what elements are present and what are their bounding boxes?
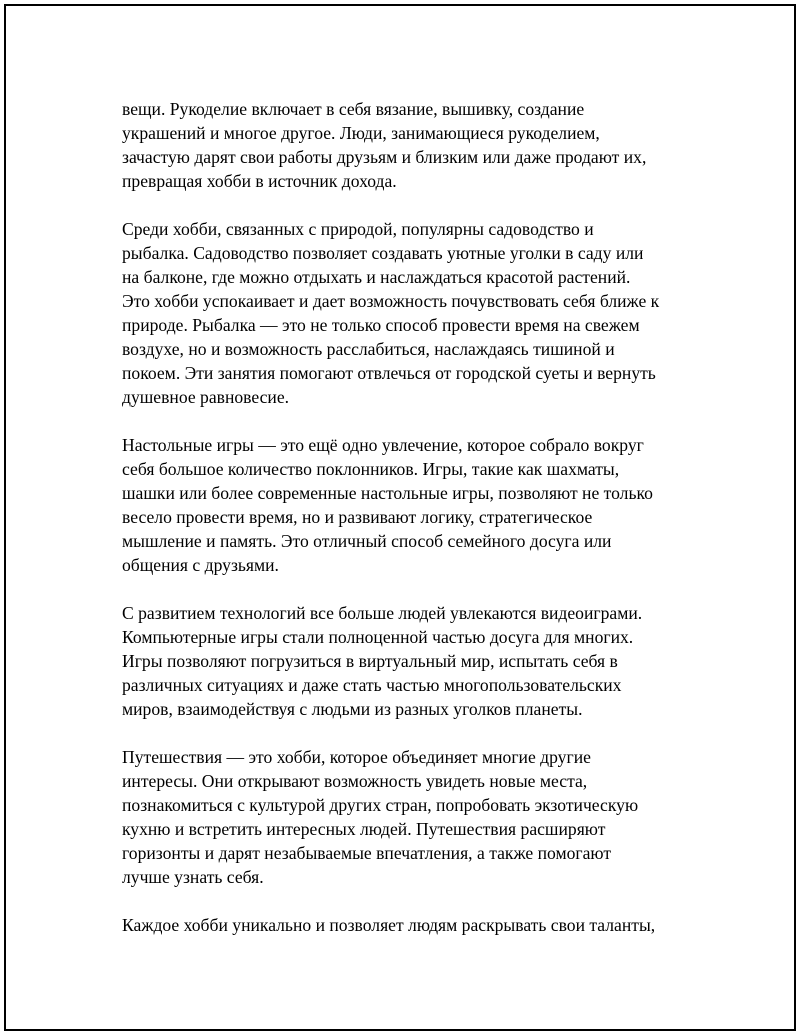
- paragraph-conclusion: [122, 913, 702, 937]
- text-line: Компьютерные игры стали полноценной частью досуга для многих.: [122, 627, 634, 647]
- text-line: вещи. Рукоделие включает в себя вязание, вышивку, создание: [122, 99, 585, 119]
- page-frame: [4, 4, 796, 1031]
- paragraph-nature: [122, 217, 702, 409]
- text-line: Путешествия — это хобби, которое объединяет многие другие: [122, 747, 591, 767]
- text-line: покоем. Эти занятия помогают отвлечься от городской суеты и вернуть: [122, 363, 656, 383]
- paragraph-travel: [122, 745, 702, 889]
- text-line: кухню и встретить интересных людей. Путешествия расширяют: [122, 819, 606, 839]
- text-line: Это хобби успокаивает и дает возможность почувствовать себя ближе к: [122, 291, 660, 311]
- text-line: превращая хобби в источник дохода.: [122, 171, 397, 191]
- paragraph-video-games: [122, 601, 702, 721]
- text-line: миров, взаимодействуя с людьми из разных уголков планеты.: [122, 699, 583, 719]
- text-line: себя большое количество поклонников. Игры, такие как шахматы,: [122, 459, 620, 479]
- text-line: познакомиться с культурой других стран, попробовать экзотическую: [122, 795, 639, 815]
- text-line: шашки или более современные настольные игры, позволяют не только: [122, 483, 653, 503]
- text-line: Настольные игры — это ещё одно увлечение, которое собрало вокруг: [122, 435, 644, 455]
- text-line: горизонты и дарят незабываемые впечатления, а также помогают: [122, 843, 612, 863]
- page-body: [122, 97, 702, 961]
- text-line: природе. Рыбалка — это не только способ провести время на свежем: [122, 315, 640, 335]
- text-line: украшений и многое другое. Люди, занимающиеся рукоделием,: [122, 123, 600, 143]
- text-line: общения с друзьями.: [122, 555, 279, 575]
- text-line: различных ситуациях и даже стать частью многопользовательских: [122, 675, 622, 695]
- text-line: лучше узнать себя.: [122, 867, 264, 887]
- text-line: воздухе, но и возможность расслабиться, наслаждаясь тишиной и: [122, 339, 615, 359]
- text-line: С развитием технологий все больше людей увлекаются видеоиграми.: [122, 603, 643, 623]
- text-line: душевное равновесие.: [122, 387, 290, 407]
- text-line: Игры позволяют погрузиться в виртуальный мир, испытать себя в: [122, 651, 618, 671]
- text-line: весело провести время, но и развивают логику, стратегическое: [122, 507, 593, 527]
- text-line: Каждое хобби уникально и позволяет людям раскрывать свои таланты,: [122, 915, 656, 935]
- text-line: интересы. Они открывают возможность увидеть новые места,: [122, 771, 588, 791]
- text-line: мышление и память. Это отличный способ семейного досуга или: [122, 531, 612, 551]
- paragraph-crafts: [122, 97, 702, 193]
- text-line: Среди хобби, связанных с природой, популярны садоводство и: [122, 219, 594, 239]
- text-line: зачастую дарят свои работы друзьям и близким или даже продают их,: [122, 147, 647, 167]
- paragraph-board-games: [122, 433, 702, 577]
- text-line: на балконе, где можно отдыхать и наслаждаться красотой растений.: [122, 267, 631, 287]
- text-line: рыбалка. Садоводство позволяет создавать уютные уголки в саду или: [122, 243, 644, 263]
